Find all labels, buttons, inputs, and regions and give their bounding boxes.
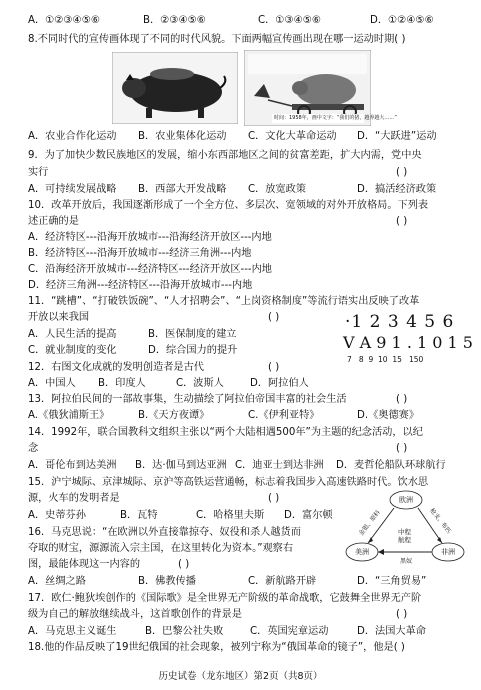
page-footer: 历史试卷（龙东地区）第2页（共8页） [158, 671, 323, 682]
q9-answer-paren: ( ) [396, 167, 408, 178]
q7-option-d: D．①②④⑤⑥ [370, 15, 434, 26]
arabic-numerals-image [343, 312, 473, 368]
q17-answer-paren: ( ) [396, 609, 408, 620]
q12-answer-paren: ( ) [268, 362, 280, 373]
q14-option-b: B．达·伽马到达亚洲 [135, 460, 227, 471]
triangle-trade-diagram [344, 488, 470, 570]
q12-option-b: B．印度人 [98, 378, 146, 389]
q14-option-a: A．哥伦布到达美洲 [28, 460, 117, 471]
numerals-row-2: V A 9 1 . 1 0 1 5 [343, 333, 473, 352]
q16-stem-line2: 夺取的财宝，源源流入宗主国，在这里转化为资本。”观察右 [28, 543, 294, 554]
diagram-europe-label: 欧洲 [399, 496, 413, 504]
q7-option-b: B．②③④⑤⑥ [143, 15, 206, 26]
q11-option-d: D．综合国力的提升 [148, 345, 238, 356]
numerals-row-1: ·1 2 3 4 5 6 [345, 312, 455, 332]
q9-stem-line2: 实行 [28, 167, 49, 178]
q8-image-caption: 时间：1958年，画中文字：“我们的猪，越养越大……” [274, 115, 397, 121]
q10-option-a: A．经济特区---沿海开放城市---沿海经济开放区---内地 [28, 232, 272, 243]
q12-option-a: A．中国人 [28, 378, 76, 389]
q8-pig-poster-image [112, 52, 238, 124]
q9-option-a: A．可持续发展战略 [28, 184, 117, 195]
q16-stem-line1: 16．马克思说：“在欧洲以外直接靠掠夺、奴役和杀人越货而 [28, 527, 301, 538]
q17-option-c: C．英国宪章运动 [250, 626, 329, 637]
diagram-america-label: 美洲 [355, 548, 369, 556]
q17-option-a: A．马克思主义诞生 [28, 626, 117, 637]
q8-option-b: B．农业集体化运动 [138, 131, 227, 142]
diagram-africa-label: 非洲 [441, 548, 455, 556]
q12-option-d: D．阿拉伯人 [250, 378, 309, 389]
q13-option-b: B.《天方夜谭》 [138, 410, 210, 421]
diagram-edge-right-label: 枪支、布匹 [428, 507, 453, 536]
q15-answer-paren: ( ) [268, 493, 280, 504]
q10-stem-line2: 述正确的是 [28, 216, 79, 227]
q16-option-c: C．新航路开辟 [248, 576, 317, 587]
q15-option-b: B．瓦特 [120, 510, 158, 521]
q8-stem: 8.不同时代的宣传画体现了不同的时代风貌。下面两幅宣传画出现在哪一运动时期( ) [28, 34, 406, 45]
q13-stem: 13．阿拉伯民间的一部故事集，生动描绘了阿拉伯帝国丰富的社会生活 [28, 394, 347, 405]
q10-option-b: B．经济特区---沿海开放城市---经济三角洲---内地 [28, 248, 252, 259]
q15-stem-line2: 源，火车的发明者是 [28, 493, 120, 504]
q13-option-c: C.《伊利亚特》 [248, 410, 320, 421]
q8-pig-wagon-poster-image [244, 50, 397, 126]
q11-option-c: C．就业制度的变化 [28, 345, 117, 356]
q14-stem-line2: 念 [28, 443, 39, 454]
q11-stem-line2: 开放以来我国 [28, 312, 90, 323]
diagram-center-label: 中程 航程 [398, 528, 411, 544]
q14-stem-line1: 14．1992年，联合国教科文组织主张以“两个大陆相遇500年”为主题的纪念活动，以纪 [28, 427, 423, 438]
q16-answer-paren: ( ) [178, 559, 190, 570]
q13-option-d: D.《奥德赛》 [357, 410, 420, 421]
q7-option-c: C．①③④⑤⑥ [258, 15, 321, 26]
q12-stem: 12．右图文化成就的发明创造者是古代 [28, 362, 204, 373]
diagram-edge-left-label: 金银、原料 [357, 509, 382, 538]
q8-option-c: C．文化大革命运动 [248, 131, 337, 142]
q16-option-b: B．佛教传播 [138, 576, 196, 587]
q10-stem-line1: 10．改革开放后，我国逐渐形成了一个全方位、多层次、宽领域的对外开放格局。下列表 [28, 200, 429, 211]
q10-answer-paren: ( ) [396, 216, 408, 227]
q10-option-c: C．沿海经济开放城市---经济特区---经济开放区---内地 [28, 264, 272, 275]
diagram-edge-bottom-label: 黑奴 [400, 558, 413, 565]
q11-option-b: B．医保制度的建立 [148, 329, 237, 340]
q8-option-d: D．“大跃进”运动 [357, 131, 437, 142]
q9-option-d: D．搞活经济政策 [357, 184, 437, 195]
q15-option-a: A．史蒂芬孙 [28, 510, 86, 521]
q17-stem-line1: 17．欧仁·鲍狄埃创作的《国际歌》是全世界无产阶级的革命战歌，它鼓舞全世界无产阶 [28, 593, 422, 604]
q14-answer-paren: ( ) [396, 443, 408, 454]
q17-option-b: B．巴黎公社失败 [145, 626, 224, 637]
q15-option-c: C．哈格里夫斯 [196, 510, 265, 521]
q12-option-c: C．波斯人 [176, 378, 224, 389]
q17-option-d: D．法国大革命 [357, 626, 426, 637]
q13-option-a: A.《俄狄浦斯王》 [28, 410, 110, 421]
q14-option-c: C．迪亚士到达非洲 [235, 460, 324, 471]
q15-option-d: D．富尔顿 [284, 510, 333, 521]
q14-option-d: D．麦哲伦船队环球航行 [336, 460, 446, 471]
q16-option-d: D．“三角贸易” [357, 576, 427, 587]
q9-option-b: B．西部大开发战略 [138, 184, 227, 195]
q11-option-a: A．人民生活的提高 [28, 329, 117, 340]
q13-answer-paren: ( ) [396, 394, 408, 405]
q16-option-a: A．丝绸之路 [28, 576, 86, 587]
q7-option-a: A．①②③④⑤⑥ [28, 15, 100, 26]
q18-stem: 18.他的作品反映了19世纪俄国的社会现象，被列宁称为“俄国革命的镜子”，他是( ) [28, 642, 405, 653]
q15-stem-line1: 15．沪宁城际、京津城际、京沪等高铁运营通畅，标志着我国步入高速铁路时代。饮水思 [28, 477, 429, 488]
q10-option-d: D．经济三角洲---经济特区---沿海开放城市---内地 [28, 280, 253, 291]
q8-option-a: A．农业合作化运动 [28, 131, 117, 142]
q17-stem-line2: 级为自己的解放继续战斗，这首歌创作的背景是 [28, 609, 242, 620]
q11-stem-line1: 11．“跳槽”、“打破铁饭碗”、“人才招聘会”、“上岗资格制度”等流行语实出反映了改革 [28, 296, 420, 307]
q9-stem-line1: 9．为了加快少数民族地区的发展，缩小东西部地区之间的贫富差距，扩大内需，党中央 [28, 150, 422, 161]
q11-answer-paren: ( ) [268, 312, 280, 323]
q9-option-c: C．放宽政策 [248, 184, 307, 195]
numerals-row-3: 7 8 9 10 15 150 [347, 355, 424, 364]
q16-stem-line3: 图，最能体现这一内容的 [28, 559, 141, 570]
